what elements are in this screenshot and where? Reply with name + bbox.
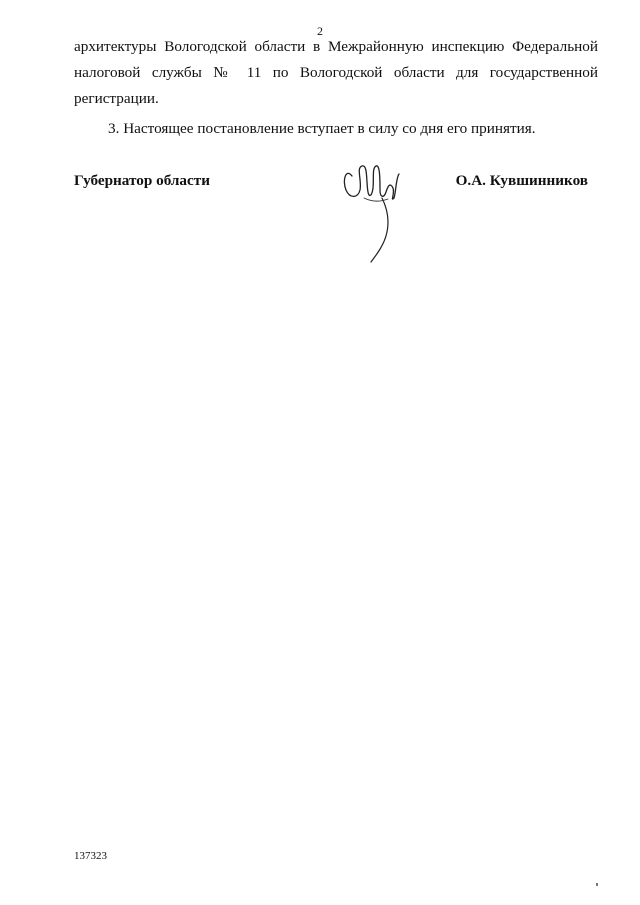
signatory-title: Губернатор области bbox=[74, 172, 210, 189]
page-number: 2 bbox=[317, 24, 323, 38]
paragraph-line: архитектуры Вологодской области в Межрайонную инспекцию Федеральной bbox=[74, 38, 598, 55]
signature-block bbox=[74, 170, 598, 194]
paragraph-line: регистрации. bbox=[74, 90, 159, 107]
document-code: 137323 bbox=[74, 850, 107, 862]
paragraph-effective-date: 3. Настоящее постановление вступает в силу со дня его принятия. bbox=[108, 120, 536, 137]
scan-speck bbox=[596, 883, 598, 886]
handwritten-signature bbox=[338, 152, 408, 264]
paragraph-line: налоговой службы № 11 по Вологодской области для государственной bbox=[74, 64, 598, 81]
paragraph-continuation bbox=[74, 34, 598, 112]
signatory-name: О.А. Кувшинников bbox=[455, 172, 588, 189]
